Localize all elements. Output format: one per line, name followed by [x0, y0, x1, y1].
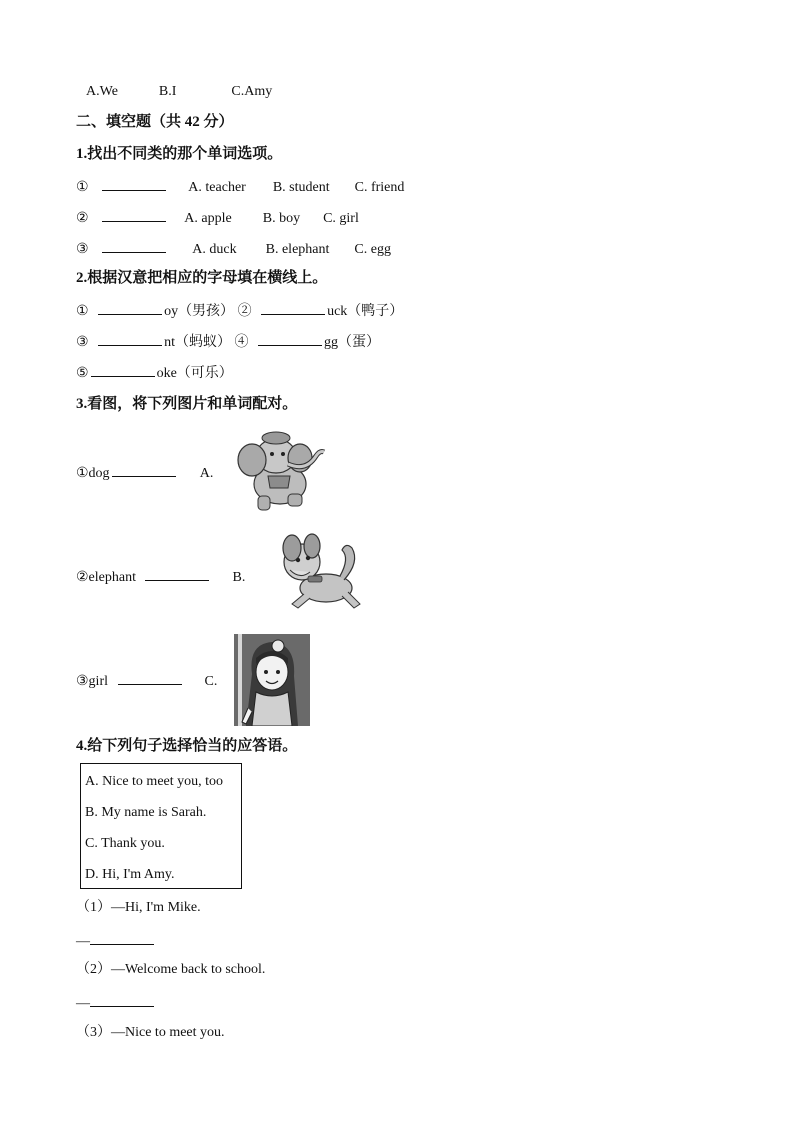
q1-row-1: ① A. teacher B. student C. friend: [76, 176, 404, 198]
answer-option-b: B. My name is Sarah.: [85, 805, 207, 820]
options-box: [80, 763, 242, 889]
dog-picture: [272, 528, 364, 618]
q1-row-3: ③ A. duck B. elephant C. egg: [76, 238, 391, 260]
option-c: C.Amy: [231, 84, 273, 99]
q3-title: 3.看图，将下列图片和单词配对。: [76, 396, 298, 412]
answer-option-c: C. Thank you.: [85, 836, 165, 851]
answer-blank[interactable]: [90, 930, 154, 945]
answer-blank[interactable]: [145, 566, 209, 581]
girl-picture: [234, 634, 310, 726]
q1-title: 1.找出不同类的那个单词选项。: [76, 146, 283, 162]
q2-row-3: ⑤ oke（可乐）: [76, 362, 233, 384]
q3-row-1: ①dog A.: [76, 462, 213, 484]
answer-blank[interactable]: [102, 207, 166, 222]
option-a: A.We: [86, 84, 118, 99]
top-options: [86, 82, 272, 102]
answer-blank[interactable]: [261, 300, 325, 315]
answer-blank[interactable]: [112, 462, 176, 477]
q1-row-2: ② A. apple B. boy C. girl: [76, 207, 359, 229]
answer-blank[interactable]: [118, 670, 182, 685]
q4-answer-1: —: [76, 930, 156, 952]
answer-option-d: D. Hi, I'm Amy.: [85, 867, 175, 882]
q3-row-3: ③girl C.: [76, 670, 217, 692]
answer-option-a: A. Nice to meet you, too: [85, 774, 224, 789]
q4-question-3: （3）—Nice to meet you.: [76, 1025, 225, 1040]
q2-row-2: ③ nt（蚂蚁） ④ gg（蛋）: [76, 331, 380, 353]
answer-blank[interactable]: [258, 331, 322, 346]
answer-blank[interactable]: [102, 238, 166, 253]
answer-blank[interactable]: [90, 992, 154, 1007]
q4-answer-2: —: [76, 992, 156, 1014]
answer-blank[interactable]: [91, 362, 155, 377]
q4-question-2: （2）—Welcome back to school.: [76, 962, 266, 977]
answer-blank[interactable]: [98, 300, 162, 315]
q4-question-1: （1）—Hi, I'm Mike.: [76, 900, 201, 915]
q2-row-1: ① oy（男孩） ② uck（鸭子）: [76, 300, 403, 322]
answer-blank[interactable]: [98, 331, 162, 346]
q3-row-2: ②elephant B.: [76, 566, 245, 588]
option-b: B.I: [158, 84, 177, 99]
answer-blank[interactable]: [102, 176, 166, 191]
elephant-picture: [228, 426, 328, 514]
section-title: 二、填空题（共 42 分）: [76, 114, 234, 130]
q4-title: 4.给下列句子选择恰当的应答语。: [76, 738, 298, 754]
q2-title: 2.根据汉意把相应的字母填在横线上。: [76, 270, 328, 286]
